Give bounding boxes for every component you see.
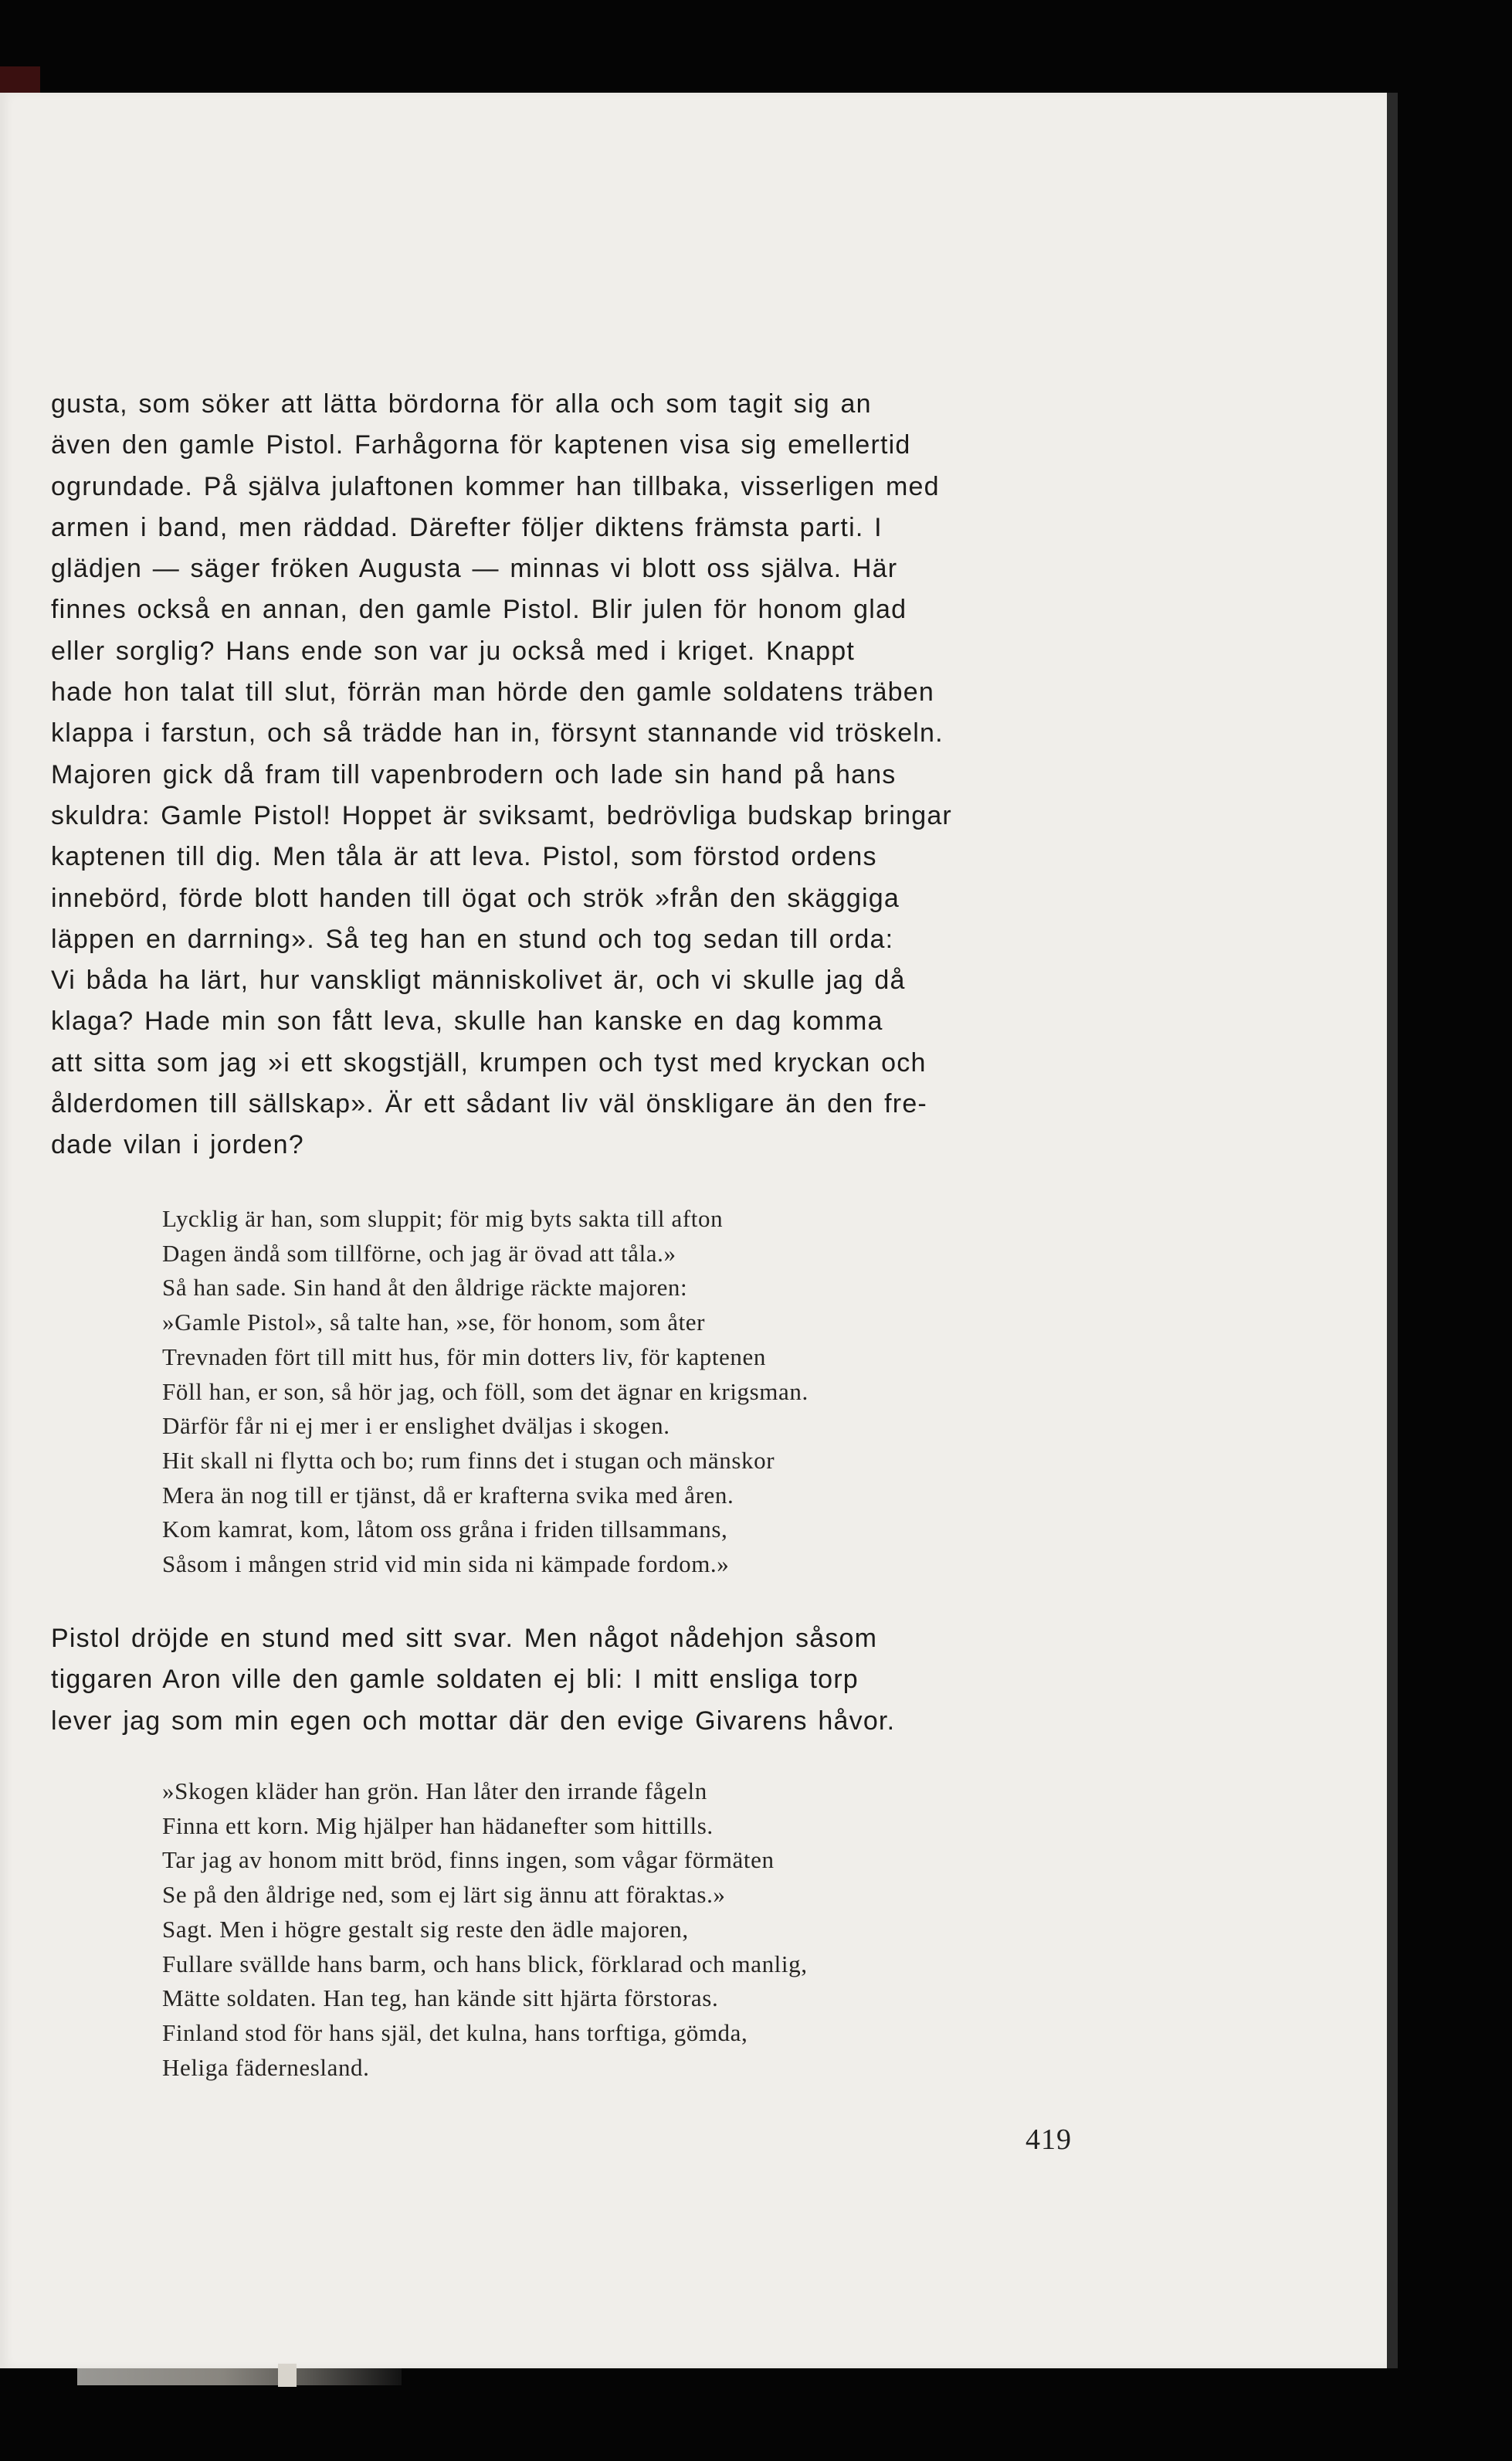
text-line: eller sorglig? Hans ende son var ju också med i kriget. Knappt [51, 636, 856, 666]
paragraph-1 [51, 384, 1080, 1166]
verse-line: Mätte soldaten. Han teg, han kände sitt hjärta förstoras. [162, 1984, 719, 2012]
text-line: att sitta som jag »i ett skogstjäll, krumpen och tyst med kryckan och [51, 1047, 927, 1078]
verse-line: Se på den åldrige ned, som ej lärt sig ännu att föraktas.» [162, 1881, 726, 1909]
verse-quote-2 [162, 1774, 1089, 2085]
scan-bottom-mark [278, 2364, 297, 2387]
text-line: kaptenen till dig. Men tåla är att leva. Pistol, som förstod ordens [51, 842, 877, 872]
text-line: innebörd, förde blott handen till ögat och strök »från den skäggiga [51, 883, 900, 913]
text-line: läppen en darrning». Så teg han en stund och tog sedan till orda: [51, 924, 894, 954]
paragraph-2 [51, 1618, 1080, 1742]
verse-line: Såsom i mången strid vid min sida ni kämpade fordom.» [162, 1550, 730, 1578]
verse-line: Kom kamrat, kom, låtom oss gråna i friden tillsammans, [162, 1516, 728, 1543]
verse-line: Tar jag av honom mitt bröd, finns ingen, som vågar förmäten [162, 1846, 775, 1874]
verse-line: Heliga fädernesland. [162, 2053, 370, 2081]
text-line: skuldra: Gamle Pistol! Hoppet är sviksamt, bedrövliga budskap bringar [51, 800, 952, 830]
text-line: tiggaren Aron ville den gamle soldaten ej bli: I mitt ensliga torp [51, 1665, 859, 1695]
text-line: lever jag som min egen och mottar där den evige Givarens håvor. [51, 1706, 896, 1736]
verse-line: Dagen ändå som tillförne, och jag är övad att tåla.» [162, 1239, 676, 1267]
verse-line: »Skogen kläder han grön. Han låter den irrande fågeln [162, 1777, 707, 1804]
text-line: Pistol dröjde en stund med sitt svar. Men något nådehjon såsom [51, 1624, 878, 1653]
text-line: ålderdomen till sällskap». Är ett sådant liv väl önskligare än den fre- [51, 1089, 927, 1119]
verse-line: Mera än nog till er tjänst, då er krafterna svika med åren. [162, 1481, 734, 1509]
text-line: Vi båda ha lärt, hur vanskligt människolivet är, och vi skulle jag då [51, 966, 906, 996]
text-line: armen i band, men räddad. Därefter följer diktens främsta parti. I [51, 512, 883, 542]
verse-line: Lycklig är han, som sluppit; för mig byts sakta till afton [162, 1205, 724, 1232]
verse-quote-1 [162, 1202, 1089, 1582]
verse-line: Trevnaden fört till mitt hus, för min dotters liv, för kaptenen [162, 1343, 766, 1370]
text-line: finnes också en annan, den gamle Pistol. Blir julen för honom glad [51, 595, 907, 625]
text-line: ogrundade. På själva julaftonen kommer han tillbaka, visserligen med [51, 471, 940, 501]
verse-line: Finland stod för hans själ, det kulna, hans torftiga, gömda, [162, 2018, 748, 2046]
verse-line: Därför får ni ej mer i er enslighet dväljas i skogen. [162, 1412, 670, 1440]
text-line: klaga? Hade min son fått leva, skulle han kanske en dag komma [51, 1006, 883, 1037]
verse-line: Så han sade. Sin hand åt den åldrige räckte majoren: [162, 1274, 688, 1302]
verse-line: Finna ett korn. Mig hjälper han hädanefter som hittills. [162, 1811, 714, 1839]
text-line: glädjen — säger fröken Augusta — minnas vi blott oss själva. Här [51, 554, 898, 584]
verse-line: »Gamle Pistol», så talte han, »se, för honom, som åter [162, 1309, 706, 1336]
text-line: hade hon talat till slut, förrän man hörde den gamle soldatens träben [51, 677, 935, 708]
page-number: 419 [1026, 2123, 1072, 2156]
text-line: dade vilan i jorden? [51, 1130, 304, 1160]
scan-edge-mark [0, 66, 40, 93]
text-line: även den gamle Pistol. Farhågorna för kaptenen visa sig emellertid [51, 430, 911, 460]
text-line: klappa i farstun, och så trädde han in, försynt stannande vid tröskeln. [51, 718, 944, 748]
verse-line: Sagt. Men i högre gestalt sig reste den ädle majoren, [162, 1915, 689, 1943]
verse-line: Föll han, er son, så hör jag, och föll, som det ägnar en krigsman. [162, 1377, 809, 1405]
verse-line: Fullare svällde hans barm, och hans blick, förklarad och manlig, [162, 1950, 808, 1977]
verse-line: Hit skall ni flytta och bo; rum finns det i stugan och mänskor [162, 1446, 775, 1474]
scan-bottom-strip [77, 2368, 402, 2385]
book-page [0, 93, 1387, 2368]
text-line: Majoren gick då fram till vapenbrodern och lade sin hand på hans [51, 759, 897, 789]
text-line: gusta, som söker att lätta bördorna för alla och som tagit sig an [51, 389, 872, 419]
page-shadow [1387, 93, 1398, 2368]
